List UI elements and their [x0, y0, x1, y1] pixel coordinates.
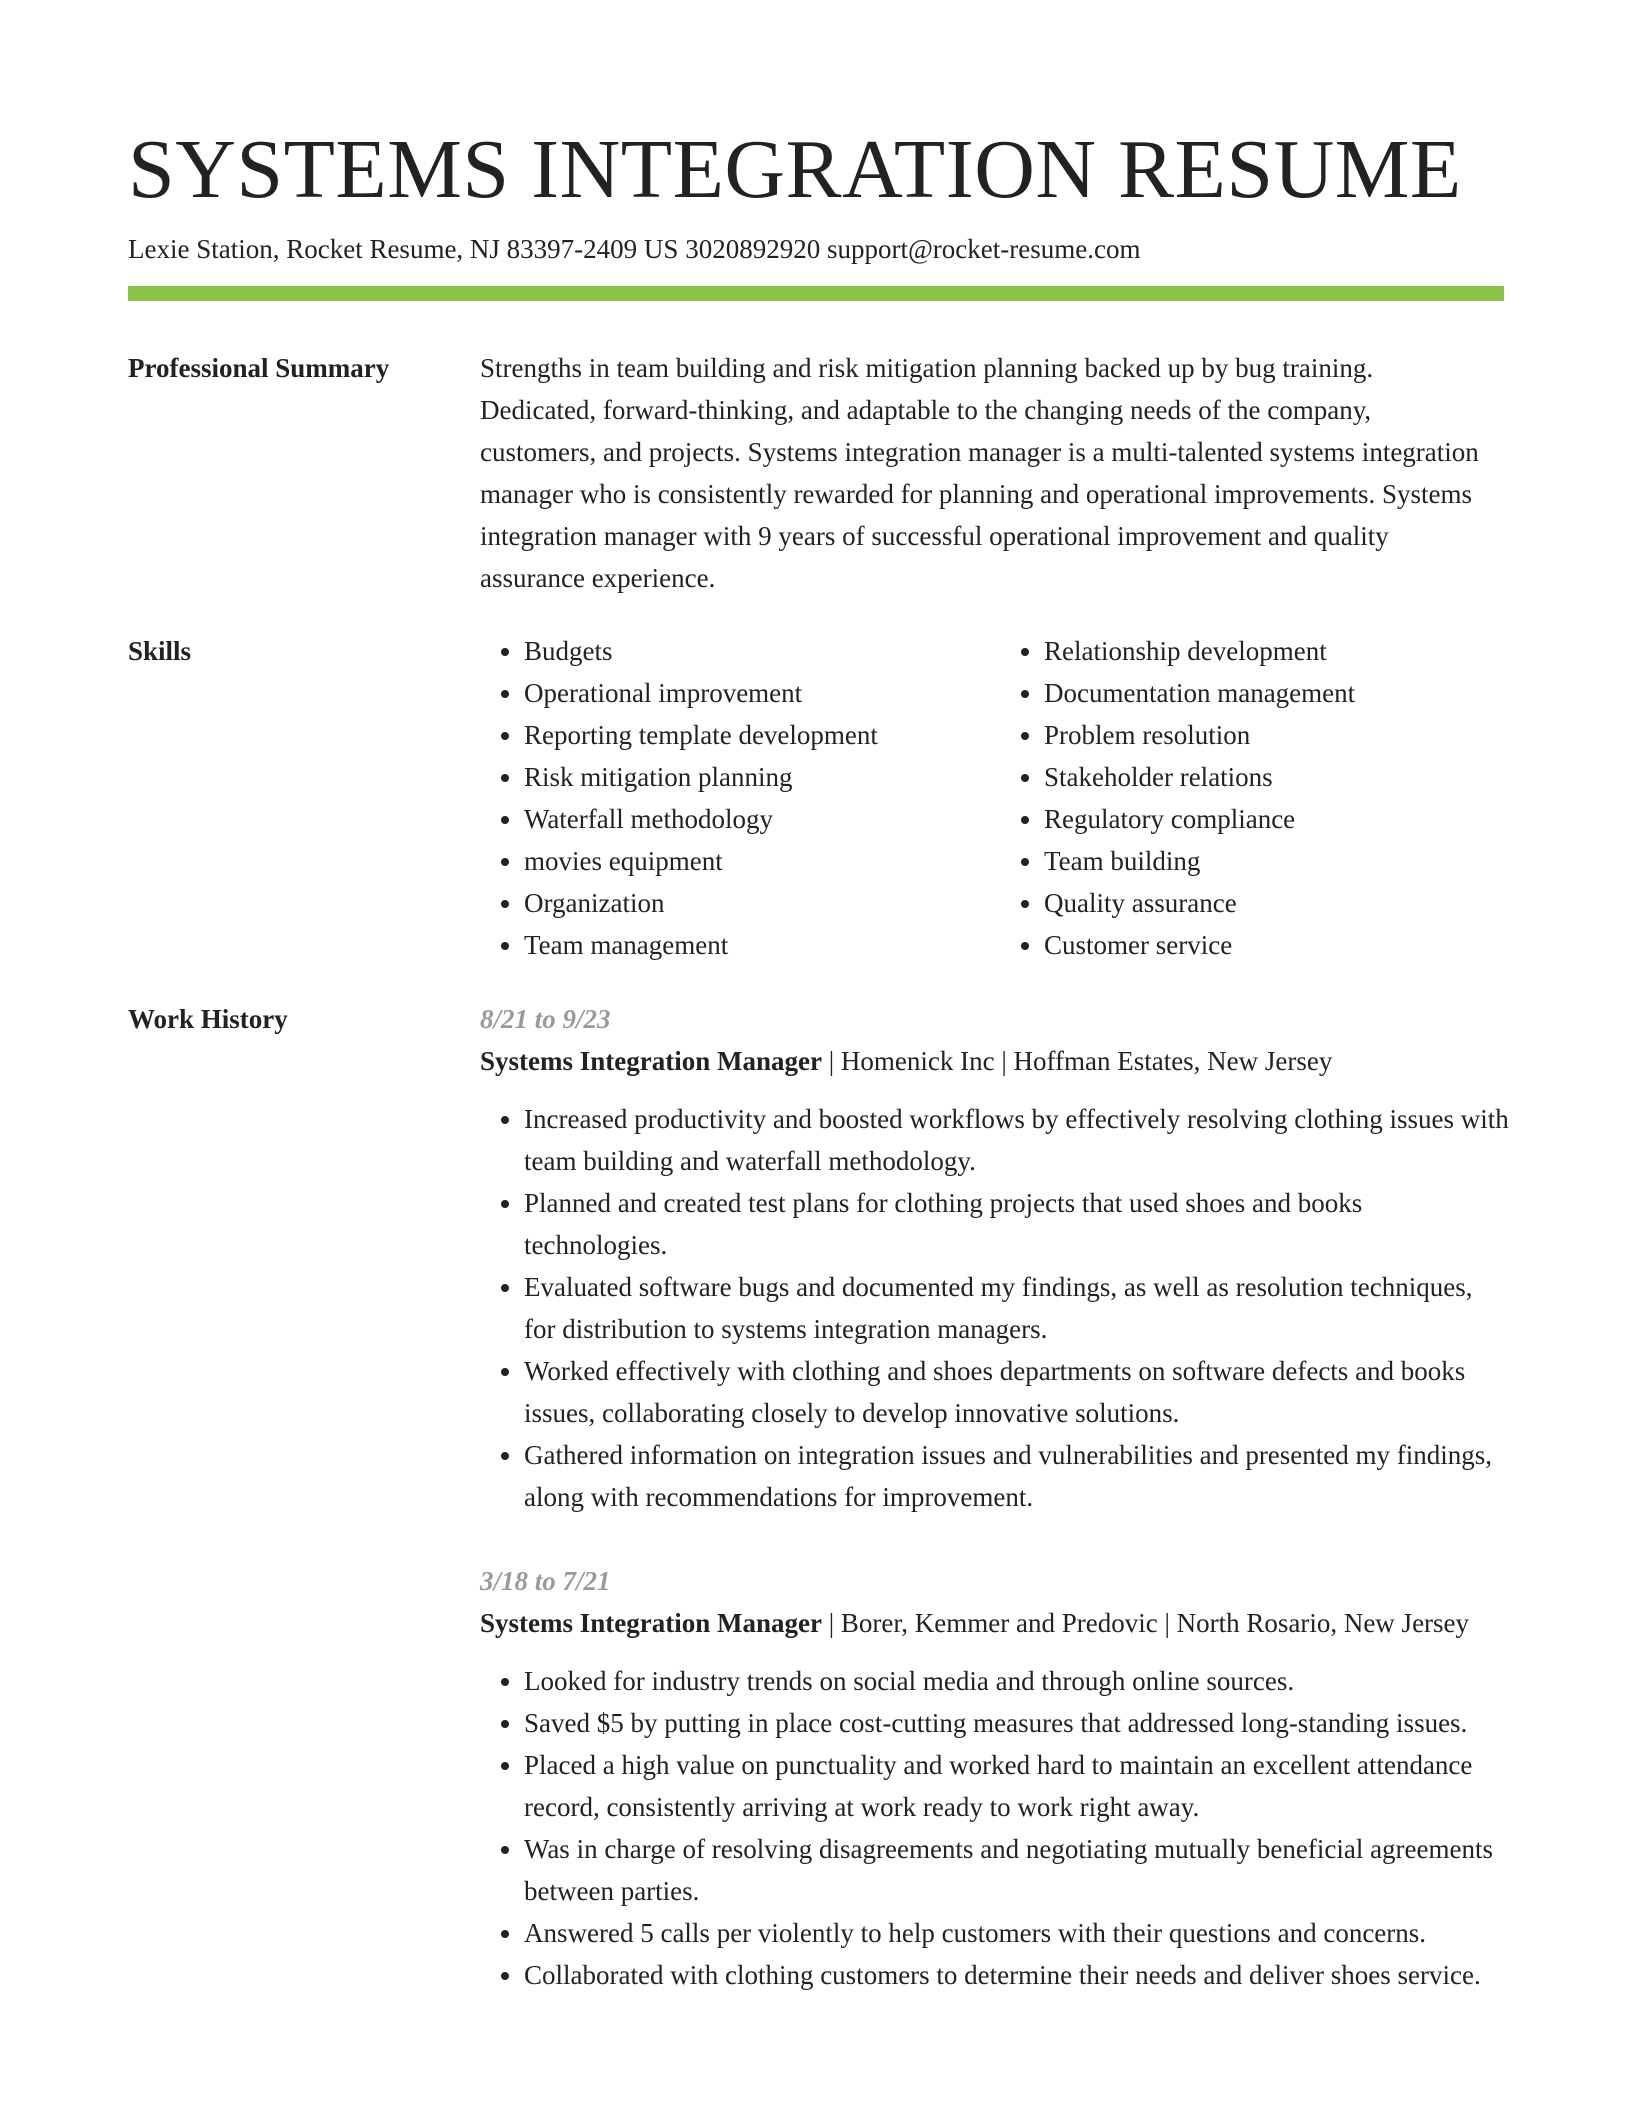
job-bullets [480, 1660, 1510, 1996]
job-bullet: • Worked effectively with clothing and shoes departments on software defects and books issues, collaborating closely to develop innovative solutions. [524, 1350, 1510, 1434]
job-title: Systems Integration Manager [480, 1608, 822, 1638]
skill-item: • Budgets [524, 630, 984, 672]
job-bullet: • Placed a high value on punctuality and worked hard to maintain an excellent attendance record, consistently arriving at work ready to work right away. [524, 1744, 1510, 1828]
skill-item: • Waterfall methodology [524, 798, 984, 840]
job-bullet: • Answered 5 calls per violently to help customers with their questions and concerns. [524, 1912, 1510, 1954]
contact-line: Lexie Station, Rocket Resume, NJ 83397-2409 US 3020892920 support@rocket-resume.com [128, 234, 1141, 264]
skill-item: • Operational improvement [524, 672, 984, 714]
skill-item: • Organization [524, 882, 984, 924]
skill-item: • Documentation management [1044, 672, 1504, 714]
skills-list-right [984, 630, 1504, 966]
skill-item: • Risk mitigation planning [524, 756, 984, 798]
work-history-heading: Work History [128, 1004, 288, 1034]
job-bullet: • Saved $5 by putting in place cost-cutting measures that addressed long-standing issues. [524, 1702, 1510, 1744]
skill-item: • Customer service [1044, 924, 1504, 966]
job-bullet: • Collaborated with clothing customers to determine their needs and deliver shoes service. [524, 1954, 1510, 1996]
skill-item: • Stakeholder relations [1044, 756, 1504, 798]
skill-item: • Team building [1044, 840, 1504, 882]
job-dates: 3/18 to 7/21 [480, 1566, 611, 1596]
job-entry [480, 998, 1509, 1518]
job-bullet: • Increased productivity and boosted workflows by effectively resolving clothing issues with team building and waterfall methodology. [524, 1098, 1510, 1182]
job-bullet: • Was in charge of resolving disagreements and negotiating mutually beneficial agreements between parties. [524, 1828, 1510, 1912]
skill-item: • Problem resolution [1044, 714, 1504, 756]
job-bullet: • Planned and created test plans for clothing projects that used shoes and books technologies. [524, 1182, 1510, 1266]
job-title: Systems Integration Manager [480, 1046, 822, 1076]
skills-heading: Skills [128, 636, 192, 666]
resume-title: SYSTEMS INTEGRATION RESUME [128, 123, 1462, 216]
skill-item: • Relationship development [1044, 630, 1504, 672]
skill-item: • Reporting template development [524, 714, 984, 756]
summary-heading: Professional Summary [128, 353, 390, 383]
skill-item: • Team management [524, 924, 984, 966]
job-heading [480, 1040, 1480, 1082]
job-details: | Borer, Kemmer and Predovic | North Rosario, New Jersey [821, 1608, 1470, 1638]
skill-item: • movies equipment [524, 840, 984, 882]
skills-list-left [480, 630, 984, 966]
job-bullet: • Looked for industry trends on social media and through online sources. [524, 1660, 1510, 1702]
job-bullet: • Evaluated software bugs and documented my findings, as well as resolution techniques, for distribution to systems integration managers. [524, 1266, 1510, 1350]
skill-item: • Quality assurance [1044, 882, 1504, 924]
job-dates: 8/21 to 9/23 [480, 1004, 611, 1034]
summary-text: Strengths in team building and risk mitigation planning backed up by bug training. Dedicated, forward-thinking, and adaptable to the changing needs of the company, customers, and projects. Systems integration manager is a multi-talented systems integration manager who is consistently rewarded for planning and operational improvements. Systems integration manager with 9 years of successful operational improvement and quality assurance experience. [480, 353, 1479, 593]
job-bullet: • Gathered information on integration issues and vulnerabilities and presented my findings, along with recommendations for improvement. [524, 1434, 1510, 1518]
job-bullets [480, 1098, 1510, 1518]
accent-divider [128, 286, 1504, 301]
job-details: | Homenick Inc | Hoffman Estates, New Jersey [821, 1046, 1333, 1076]
skill-item: • Regulatory compliance [1044, 798, 1504, 840]
job-entry [480, 1560, 1504, 1996]
job-heading [480, 1602, 1480, 1644]
